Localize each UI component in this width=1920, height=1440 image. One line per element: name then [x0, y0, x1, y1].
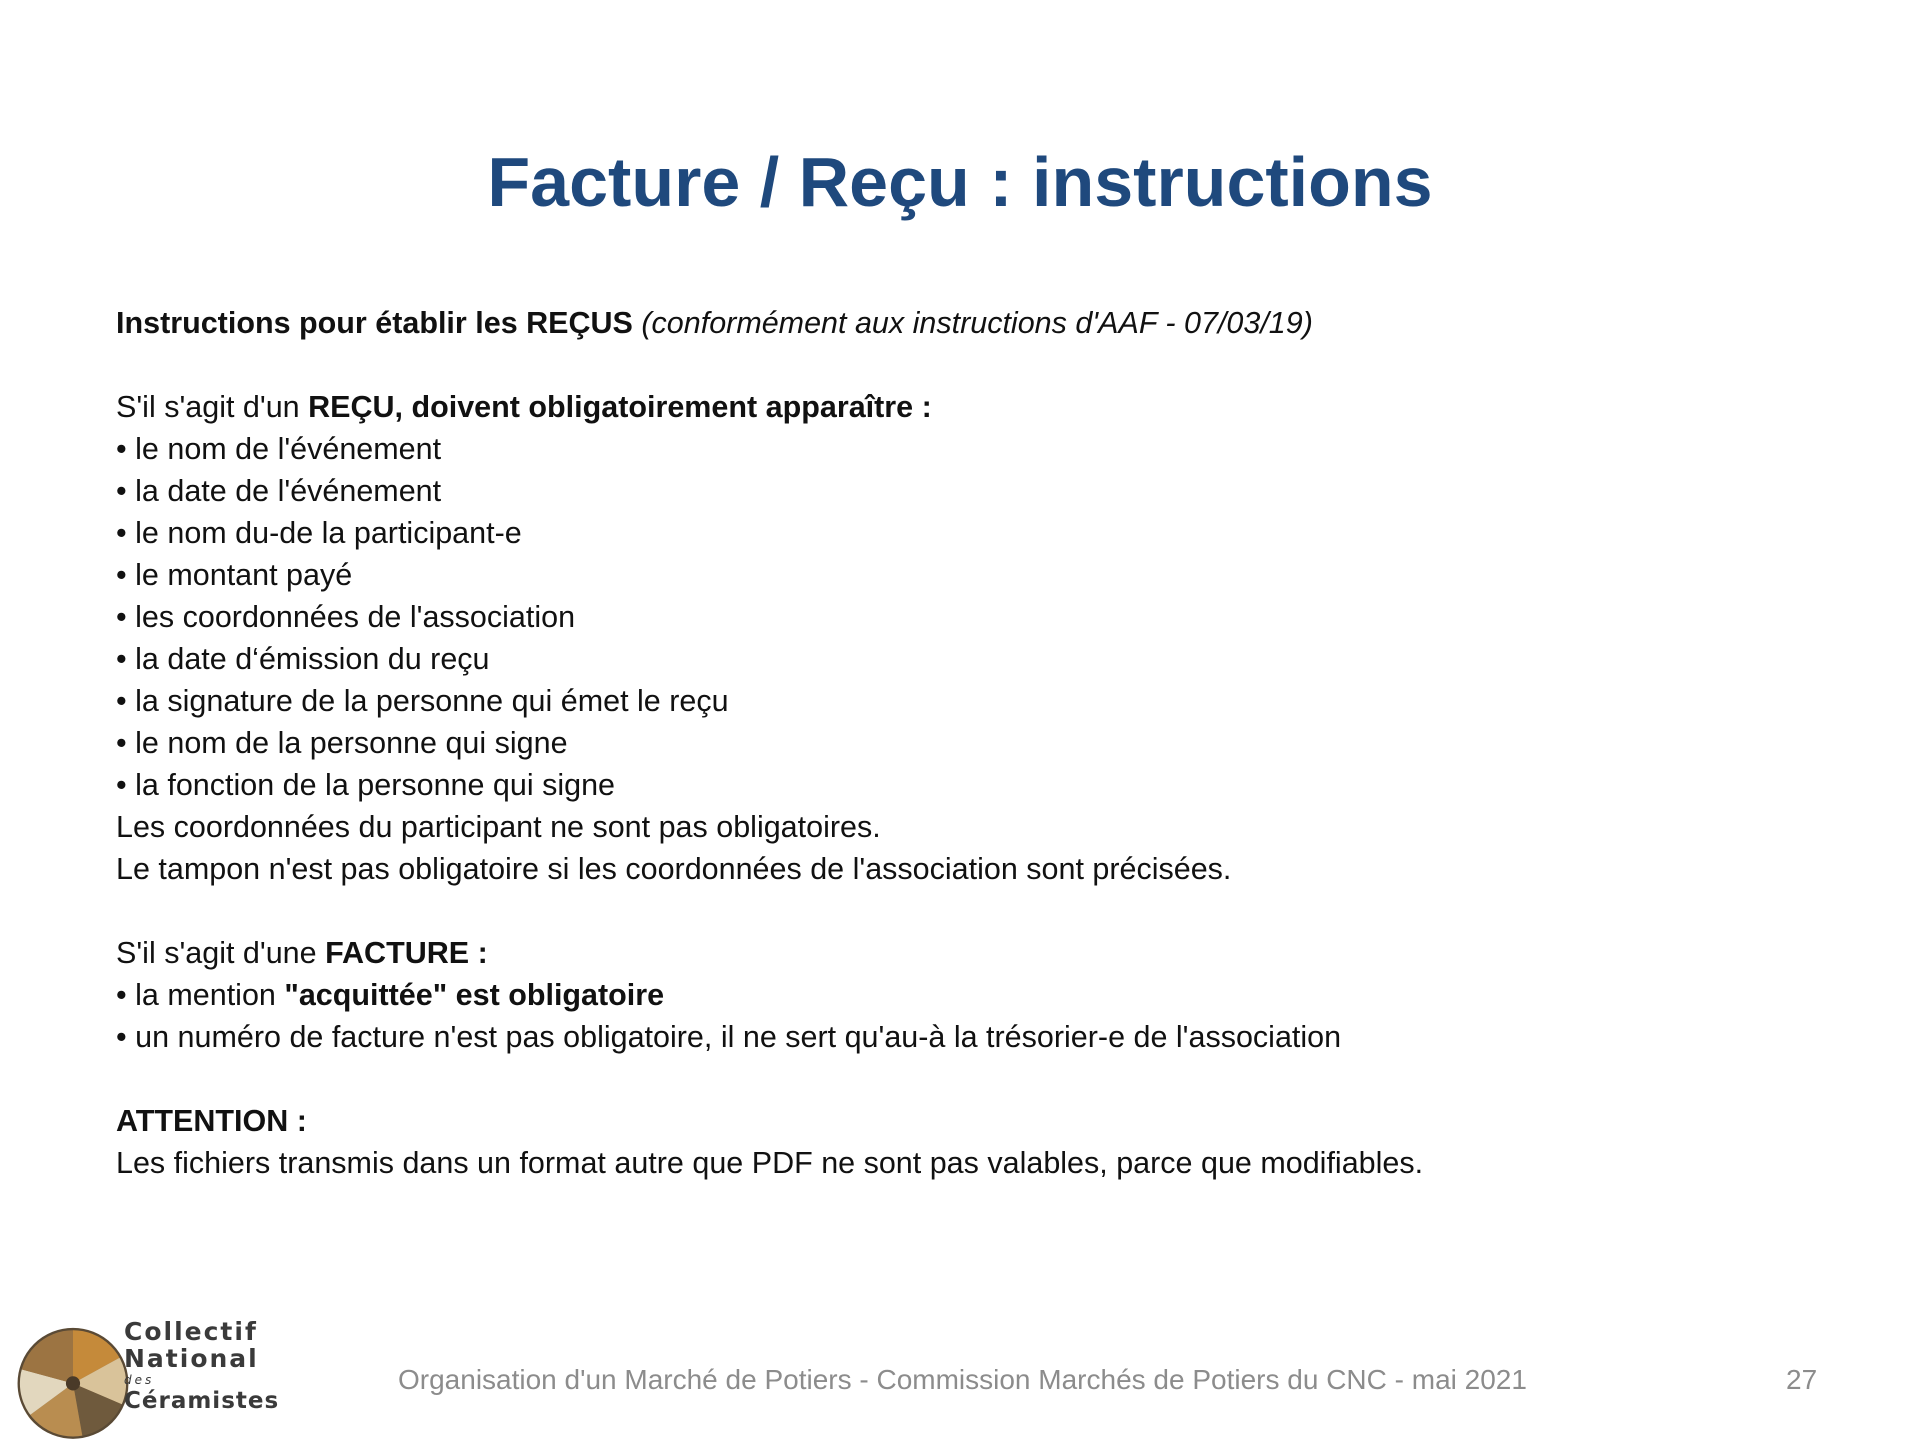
spacer [116, 890, 1816, 932]
recu-note-participant: Les coordonnées du participant ne sont pas obligatoires. [116, 810, 881, 844]
list-item: • la date de l'événement [116, 474, 442, 508]
intro-line [116, 302, 1816, 344]
footer-text: Organisation d'un Marché de Potiers - Commission Marchés de Potiers du CNC - mai 2021 [398, 1364, 1527, 1395]
facture-item1-text: • la mention [116, 978, 285, 1012]
list-item: • le montant payé [116, 558, 353, 592]
list-item: • la signature de la personne qui émet le reçu [116, 684, 729, 718]
facture-lead [116, 932, 1816, 974]
facture-lead-bold: FACTURE : [325, 936, 488, 970]
logo-line: des [124, 1373, 155, 1387]
recu-lead [116, 386, 1816, 428]
list-item: • le nom du-de la participant-e [116, 516, 522, 550]
intro-italic: (conformément aux instructions d'AAF - 07/03/19) [641, 306, 1313, 340]
logo-text [124, 1318, 279, 1414]
recu-lead-text: S'il s'agit d'un [116, 390, 309, 424]
list-item: • un numéro de facture n'est pas obligatoire, il ne sert qu'au-à la trésorier-e de l'association [116, 1020, 1342, 1054]
spacer [116, 344, 1816, 386]
facture-item1-bold: "acquittée" est obligatoire [284, 978, 665, 1012]
logo-line: Collectif [124, 1317, 258, 1346]
slide-title: Facture / Reçu : instructions [487, 143, 1433, 221]
list-item [116, 974, 1816, 1016]
page-number: 27 [1786, 1364, 1818, 1395]
list-item: • le nom de la personne qui signe [116, 726, 568, 760]
intro-bold: Instructions pour établir les REÇUS [116, 306, 633, 340]
slide-body [116, 302, 1816, 1184]
list-item: • la fonction de la personne qui signe [116, 768, 616, 802]
list-item: • les coordonnées de l'association [116, 600, 576, 634]
spacer [116, 1058, 1816, 1100]
cnc-logo [14, 1317, 280, 1440]
logo-line: Céramistes [124, 1388, 280, 1414]
logo-line: National [124, 1344, 259, 1373]
attention-heading: ATTENTION : [116, 1104, 307, 1138]
list-item: • la date d‘émission du reçu [116, 642, 490, 676]
facture-lead-text: S'il s'agit d'une [116, 936, 326, 970]
list-item: • le nom de l'événement [116, 432, 442, 466]
attention-text: Les fichiers transmis dans un format autre que PDF ne sont pas valables, parce que modifiables. [116, 1146, 1424, 1180]
recu-lead-bold: REÇU, doivent obligatoirement apparaître : [308, 390, 932, 424]
recu-note-tampon: Le tampon n'est pas obligatoire si les coordonnées de l'association sont précisées. [116, 852, 1232, 886]
ceramic-wheel-icon [14, 1322, 132, 1440]
